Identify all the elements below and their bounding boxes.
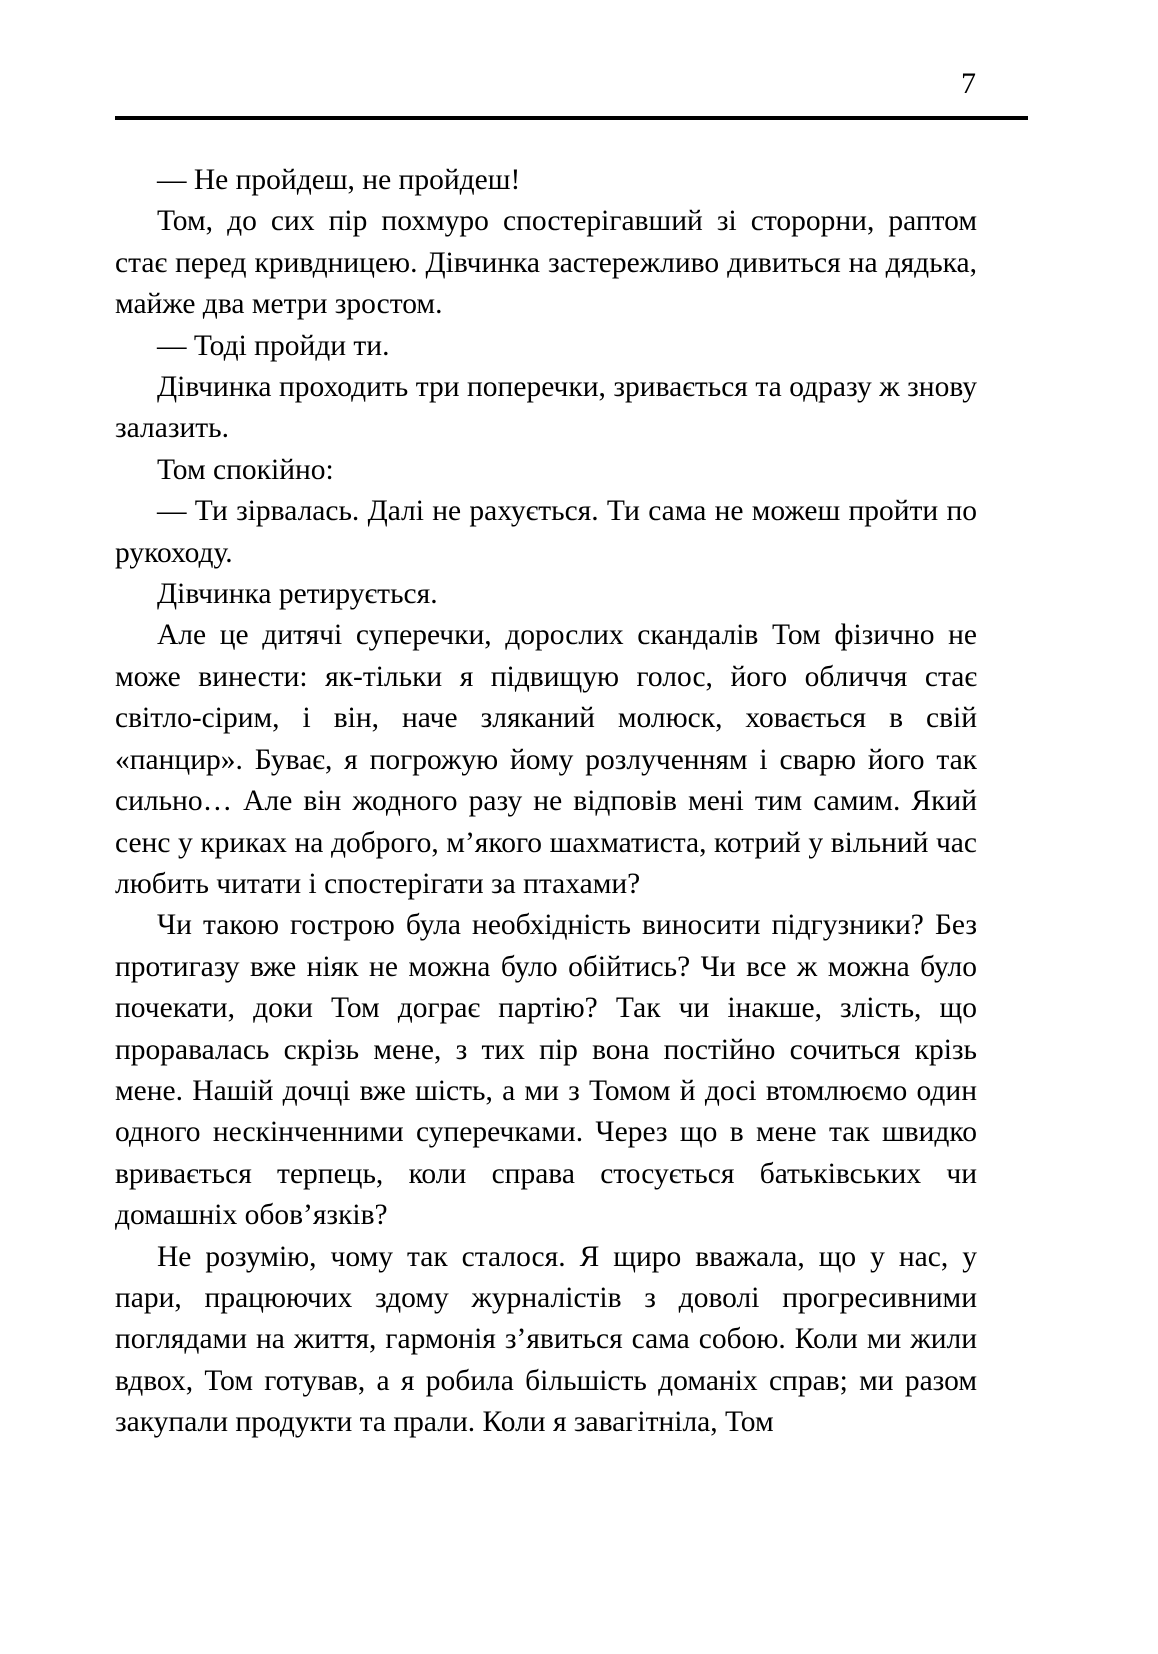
page-number: 7 xyxy=(961,67,976,100)
paragraph: Том спокійно: xyxy=(157,453,334,486)
paragraph: Чи такою гострою була необхідність виносити підгузники? Без протигазу вже ніяк не можна було обійтись? Чи все ж можна було почекати, доки Том дограє партію? Так чи інакше, злість, що проравалась скрізь мене, з тих пір вона постійно сочиться крізь мене. Нашій дочці вже шість, а ми з Томом й досі втомлюємо один одного нескінченними суперечками. Через що в мене так швидко вривається терпець, коли справа стосується батьківських чи домашніх обов’язків? xyxy=(115,909,977,1232)
paragraph: Том, до сих пір похмуро спостерігавший зі сторорни, раптом стає перед кривдницею. Дівчинка застережливо дивиться на дядька, майже два метри зростом. xyxy=(115,205,977,321)
paragraph: — Не пройдеш, не пройдеш! xyxy=(157,164,521,196)
header-rule xyxy=(115,116,1028,120)
paragraph: Але це дитячі суперечки, дорослих скандалів Том фізично не може винести: як-тільки я підвищую голос, його обличчя стає світло-сірим, і він, наче зляканий молюск, ховається в свій «панцир». Буває, я погрожую йому розлученням і сварю його так сильно… Але він жодного разу не відповів мені тим самим. Який сенс у криках на доброго, м’якого шахматиста, котрий у вільний час любить читати і спостерігати за птахами? xyxy=(115,619,977,900)
paragraph: — Тоді пройди ти. xyxy=(157,329,390,362)
paragraph: Не розумію, чому так сталося. Я щиро вважала, що у нас, у пари, працюючих здому журналістів з доволі прогресивними поглядами на життя, гармонія з’явиться сама собою. Коли ми жили вдвох, Том готував, а я робила більшість доманіх справ; ми разом закупали продукти та прали. Коли я завагітніла, Том xyxy=(115,1240,977,1439)
body-text-block xyxy=(115,160,977,1444)
paragraph: — Ти зірвалась. Далі не рахується. Ти сама не можеш пройти по рукоходу. xyxy=(115,495,977,569)
running-head xyxy=(115,66,1028,118)
paragraph: Дівчинка ретирується. xyxy=(157,578,438,611)
paragraph: Дівчинка проходить три поперечки, зривається та одразу ж знову залазить. xyxy=(115,371,977,445)
